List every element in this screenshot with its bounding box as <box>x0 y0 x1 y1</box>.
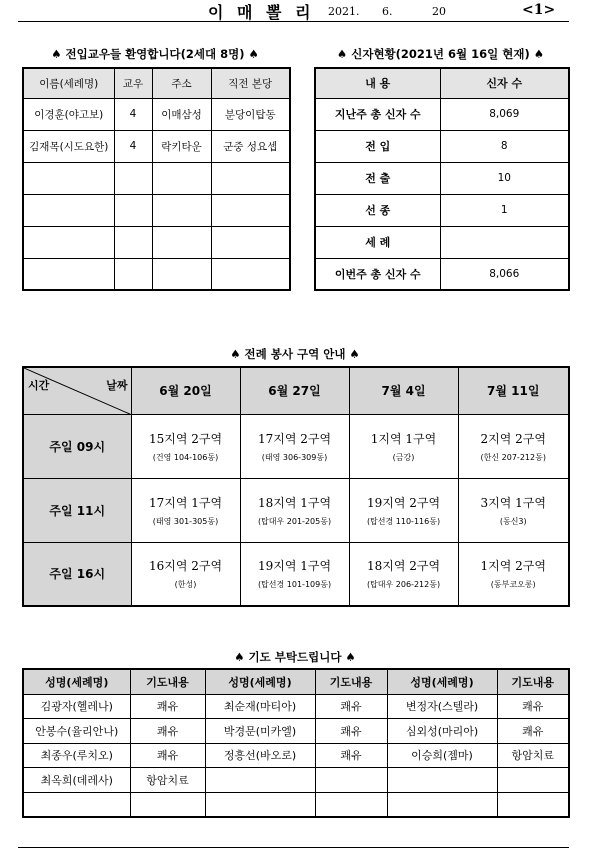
service-zone-detail: (태영 306-309동) <box>261 452 328 462</box>
prayer-cell <box>387 768 497 793</box>
service-zone: 19지역 1구역 <box>257 559 332 574</box>
prayer-col-header: 기도내용 <box>315 669 387 694</box>
prayer-cell: 안봉수(율리안나) <box>23 719 130 744</box>
believers-row <box>315 258 569 290</box>
service-cell <box>349 542 458 606</box>
believers-row <box>315 162 569 194</box>
believers-label: 이번주 총 신자 수 <box>315 258 440 290</box>
prayer-col-header: 기도내용 <box>130 669 205 694</box>
service-cell <box>240 478 349 542</box>
new-families-cell: 분당이탑동 <box>211 98 290 130</box>
new-families-cell <box>23 226 114 258</box>
page-number: <1> <box>522 2 556 18</box>
issue-day: 20 <box>432 5 446 18</box>
service-zone-detail: (동신3) <box>499 516 527 526</box>
service-zone: 1지역 1구역 <box>370 431 437 446</box>
believers-row <box>315 226 569 258</box>
service-time: 주일 16시 <box>23 542 131 606</box>
prayer-cell <box>497 768 569 793</box>
prayer-col-header: 기도내용 <box>497 669 569 694</box>
believers-count: 8,066 <box>440 258 569 290</box>
prayer-cell: 쾌유 <box>130 719 205 744</box>
service-zone-detail: (태영 301-305동) <box>152 516 219 526</box>
new-families-row <box>23 98 290 130</box>
prayer-col-header: 성명(세례명) <box>23 669 130 694</box>
believers-heading: ♠ 신자현황(2021년 6월 16일 현재) ♠ <box>336 47 545 61</box>
service-zone-detail: (탑대우 206-212동) <box>366 580 441 590</box>
new-families-cell: 김재목(시도요한) <box>23 130 114 162</box>
believers-count: 10 <box>440 162 569 194</box>
service-date-header: 7월 4일 <box>349 367 458 414</box>
time-date-corner <box>23 367 131 414</box>
new-families-cell <box>23 194 114 226</box>
believers-label: 전 입 <box>315 130 440 162</box>
service-zone: 17지역 2구역 <box>257 431 332 446</box>
service-cell <box>458 414 569 478</box>
service-cell <box>131 542 240 606</box>
service-zone: 16지역 2구역 <box>148 559 223 574</box>
believers-count: 1 <box>440 194 569 226</box>
prayer-cell: 항암치료 <box>497 743 569 768</box>
believers-table <box>314 67 570 291</box>
header-rule <box>18 21 569 22</box>
new-families-cell: 군중 성요셉 <box>211 130 290 162</box>
new-families-cell <box>211 194 290 226</box>
corner-date-label: 날짜 <box>106 379 128 392</box>
new-families-cell <box>114 226 152 258</box>
believers-label: 선 종 <box>315 194 440 226</box>
prayer-cell: 쾌유 <box>497 694 569 719</box>
prayer-cell <box>23 792 130 817</box>
new-families-cell: 이매삼성 <box>152 98 211 130</box>
service-zone: 15지역 2구역 <box>148 431 223 446</box>
service-zone: 1지역 2구역 <box>480 559 546 574</box>
believers-label: 세 례 <box>315 226 440 258</box>
believers-col-header: 내 용 <box>315 68 440 98</box>
new-families-cell <box>152 194 211 226</box>
prayer-row <box>23 768 569 793</box>
service-cell <box>349 478 458 542</box>
new-families-cell <box>114 258 152 290</box>
service-zone: 19지역 2구역 <box>366 495 441 510</box>
prayer-cell: 김광자(헬레나) <box>23 694 130 719</box>
service-zone: 18지역 1구역 <box>257 495 332 510</box>
prayer-cell: 쾌유 <box>130 694 205 719</box>
service-table <box>22 366 570 607</box>
page-title: 이 매 뽈 리 <box>208 3 315 22</box>
service-cell <box>458 542 569 606</box>
service-zone-detail: (건영 104-106동) <box>152 452 219 462</box>
prayer-cell: 심외성(마리아) <box>387 719 497 744</box>
prayer-cell <box>315 792 387 817</box>
new-families-col-header: 주소 <box>152 68 211 98</box>
service-time: 주일 11시 <box>23 478 131 542</box>
service-zone: 3지역 1구역 <box>480 495 546 510</box>
issue-year: 2021. <box>328 5 360 18</box>
service-zone: 18지역 2구역 <box>366 559 441 574</box>
service-cell <box>240 414 349 478</box>
service-cell <box>349 414 458 478</box>
service-zone: 17지역 1구역 <box>148 495 223 510</box>
believers-count <box>440 226 569 258</box>
prayer-cell: 쾌유 <box>130 743 205 768</box>
new-families-heading: ♠ 전입교우들 환영합니다(2세대 8명) ♠ <box>51 47 259 61</box>
service-zone-detail: (금강) <box>392 452 415 462</box>
new-families-cell: 4 <box>114 98 152 130</box>
new-families-cell: 이경훈(야고보) <box>23 98 114 130</box>
prayer-col-header: 성명(세례명) <box>205 669 315 694</box>
prayer-row <box>23 719 569 744</box>
prayer-row <box>23 792 569 817</box>
new-families-cell <box>211 226 290 258</box>
service-row <box>23 478 569 542</box>
prayer-cell: 최옥희(데레사) <box>23 768 130 793</box>
new-families-cell <box>23 258 114 290</box>
believers-count: 8,069 <box>440 98 569 130</box>
service-zone: 2지역 2구역 <box>480 431 546 446</box>
new-families-row <box>23 258 290 290</box>
new-families-cell <box>152 226 211 258</box>
prayer-cell <box>387 792 497 817</box>
prayer-cell: 쾌유 <box>497 719 569 744</box>
prayer-cell: 최종우(루치오) <box>23 743 130 768</box>
service-date-header: 6월 27일 <box>240 367 349 414</box>
service-heading: ♠ 전례 봉사 구역 안내 ♠ <box>230 347 360 361</box>
prayer-row <box>23 743 569 768</box>
service-zone-detail: (한성) <box>174 580 197 590</box>
service-zone-detail: (탑대우 201-205동) <box>257 516 332 526</box>
prayer-cell <box>205 768 315 793</box>
new-families-row <box>23 226 290 258</box>
new-families-row <box>23 130 290 162</box>
prayer-cell: 쾌유 <box>315 743 387 768</box>
prayer-cell: 이승희(젬마) <box>387 743 497 768</box>
new-families-col-header: 직전 본당 <box>211 68 290 98</box>
new-families-cell <box>152 162 211 194</box>
new-families-cell: 락키타운 <box>152 130 211 162</box>
believers-count: 8 <box>440 130 569 162</box>
prayer-cell <box>497 792 569 817</box>
believers-row <box>315 194 569 226</box>
prayer-row <box>23 694 569 719</box>
new-families-cell <box>114 194 152 226</box>
new-families-row <box>23 194 290 226</box>
footer-rule <box>18 847 569 848</box>
prayer-cell: 항암치료 <box>130 768 205 793</box>
prayer-cell: 정흥선(바오로) <box>205 743 315 768</box>
service-cell <box>458 478 569 542</box>
new-families-cell: 4 <box>114 130 152 162</box>
prayer-table <box>22 668 570 818</box>
service-row <box>23 542 569 606</box>
new-families-cell <box>152 258 211 290</box>
new-families-cell <box>211 162 290 194</box>
service-cell <box>131 478 240 542</box>
new-families-cell <box>23 162 114 194</box>
prayer-cell: 쾌유 <box>315 694 387 719</box>
believers-label: 전 출 <box>315 162 440 194</box>
service-date-header: 7월 11일 <box>458 367 569 414</box>
new-families-col-header: 이름(세례명) <box>23 68 114 98</box>
service-cell <box>240 542 349 606</box>
service-cell <box>131 414 240 478</box>
believers-col-header: 신자 수 <box>440 68 569 98</box>
new-families-cell <box>114 162 152 194</box>
prayer-cell: 변정자(스텔라) <box>387 694 497 719</box>
prayer-cell <box>205 792 315 817</box>
service-date-header: 6월 20일 <box>131 367 240 414</box>
believers-label: 지난주 총 신자 수 <box>315 98 440 130</box>
believers-row <box>315 98 569 130</box>
new-families-table <box>22 67 291 291</box>
new-families-cell <box>211 258 290 290</box>
prayer-cell: 최순재(마티아) <box>205 694 315 719</box>
prayer-cell: 박경문(미카엘) <box>205 719 315 744</box>
service-zone-detail: (탑선경 101-109동) <box>257 580 332 590</box>
service-row <box>23 414 569 478</box>
prayer-cell <box>315 768 387 793</box>
prayer-col-header: 성명(세례명) <box>387 669 497 694</box>
prayer-cell <box>130 792 205 817</box>
service-zone-detail: (한신 207-212동) <box>480 452 546 462</box>
service-zone-detail: (탑선경 110-116동) <box>366 516 441 526</box>
service-time: 주일 09시 <box>23 414 131 478</box>
corner-time-label: 시간 <box>28 379 50 392</box>
prayer-heading: ♠ 기도 부탁드립니다 ♠ <box>234 650 356 664</box>
new-families-row <box>23 162 290 194</box>
prayer-cell: 쾌유 <box>315 719 387 744</box>
believers-row <box>315 130 569 162</box>
issue-month: 6. <box>382 5 393 18</box>
service-zone-detail: (동부코오롱) <box>490 580 536 590</box>
new-families-col-header: 교우 <box>114 68 152 98</box>
